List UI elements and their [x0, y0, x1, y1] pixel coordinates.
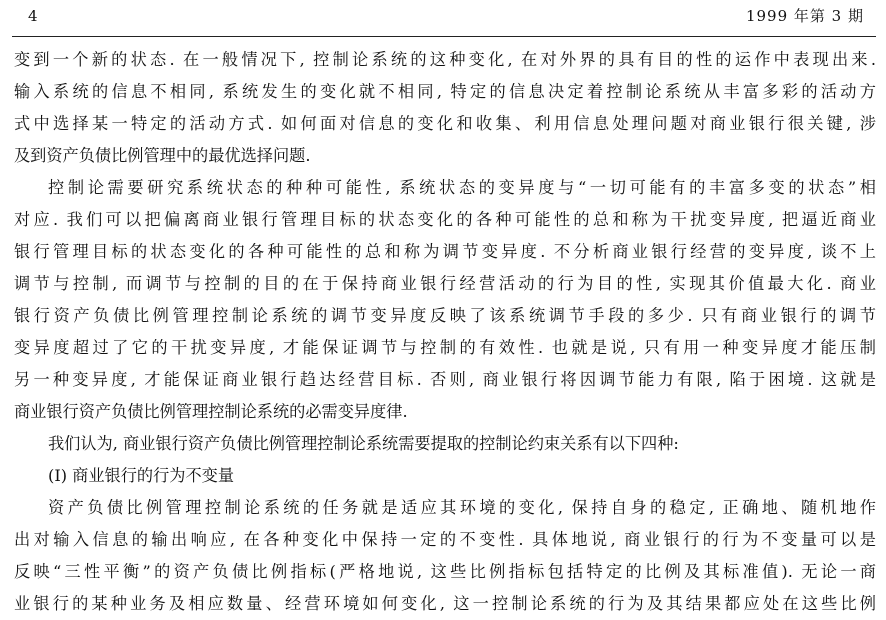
text-line: 银行管理目标的状态变化的各种可能性的总和称为调节变异度. 不分析商业银行经营的变异度, 谈不上 — [14, 242, 876, 261]
body-text — [14, 44, 876, 620]
text-line: 业银行的某种业务及相应数量、经营环境如何变化, 这一控制论系统的行为及其结果都应处在这些比例 — [14, 594, 876, 613]
text-line: 我们认为, 商业银行资产负债比例管理控制论系统需要提取的控制论约束关系有以下四种: — [48, 434, 679, 453]
text-line: 控制论需要研究系统状态的种种可能性, 系统状态的变异度与“一切可能有的丰富多变的状态”相 — [48, 178, 876, 197]
text-line: 变异度超过了它的干扰变异度, 才能保证调节与控制的有效性. 也就是说, 只有用一种变异度才能压制 — [14, 338, 876, 357]
text-line: 资产负债比例管理控制论系统的任务就是适应其环境的变化, 保持自身的稳定, 正确地、随机地作 — [48, 498, 876, 517]
journal-issue: 1999 年第 3 期 — [745, 7, 864, 25]
page-number: 4 — [28, 7, 38, 25]
text-line: 及到资产负债比例管理中的最优选择问题. — [14, 146, 311, 165]
text-line: 调节与控制, 而调节与控制的目的在于保持商业银行经营活动的行为目的性, 实现其价值最大化. 商业 — [14, 274, 876, 293]
text-line: 式中选择某一特定的活动方式. 如何面对信息的变化和收集、利用信息处理问题对商业银行很关键, 涉 — [14, 114, 876, 133]
text-line: 反映“三性平衡”的资产负债比例指标(严格地说, 这些比例指标包括特定的比例及其标准值). 无论一商 — [14, 562, 876, 581]
text-line: 商业银行资产负债比例管理控制论系统的必需变异度律. — [14, 402, 408, 421]
header-rule — [12, 36, 876, 37]
text-line: 输入系统的信息不相同, 系统发生的变化就不相同, 特定的信息决定着控制论系统从丰富多彩的活动方 — [14, 82, 876, 101]
page-header — [12, 4, 876, 28]
text-line: 出对输入信息的输出响应, 在各种变化中保持一定的不变性. 具体地说, 商业银行的行为不变量可以是 — [14, 530, 876, 549]
section-heading: (Ⅰ) 商业银行的行为不变量 — [48, 466, 235, 485]
text-line: 变到一个新的状态. 在一般情况下, 控制论系统的这种变化, 在对外界的具有目的性的运作中表现出来. — [14, 50, 876, 69]
text-line: 银行资产负债比例管理控制论系统的调节变异度反映了该系统调节手段的多少. 只有商业银行的调节 — [14, 306, 876, 325]
text-line: 对应. 我们可以把偏离商业银行管理目标的状态变化的各种可能性的总和称为干扰变异度, 把逼近商业 — [14, 210, 876, 229]
text-line: 另一种变异度, 才能保证商业银行趋达经营目标. 否则, 商业银行将因调节能力有限, 陷于困境. 这就是 — [14, 370, 876, 389]
